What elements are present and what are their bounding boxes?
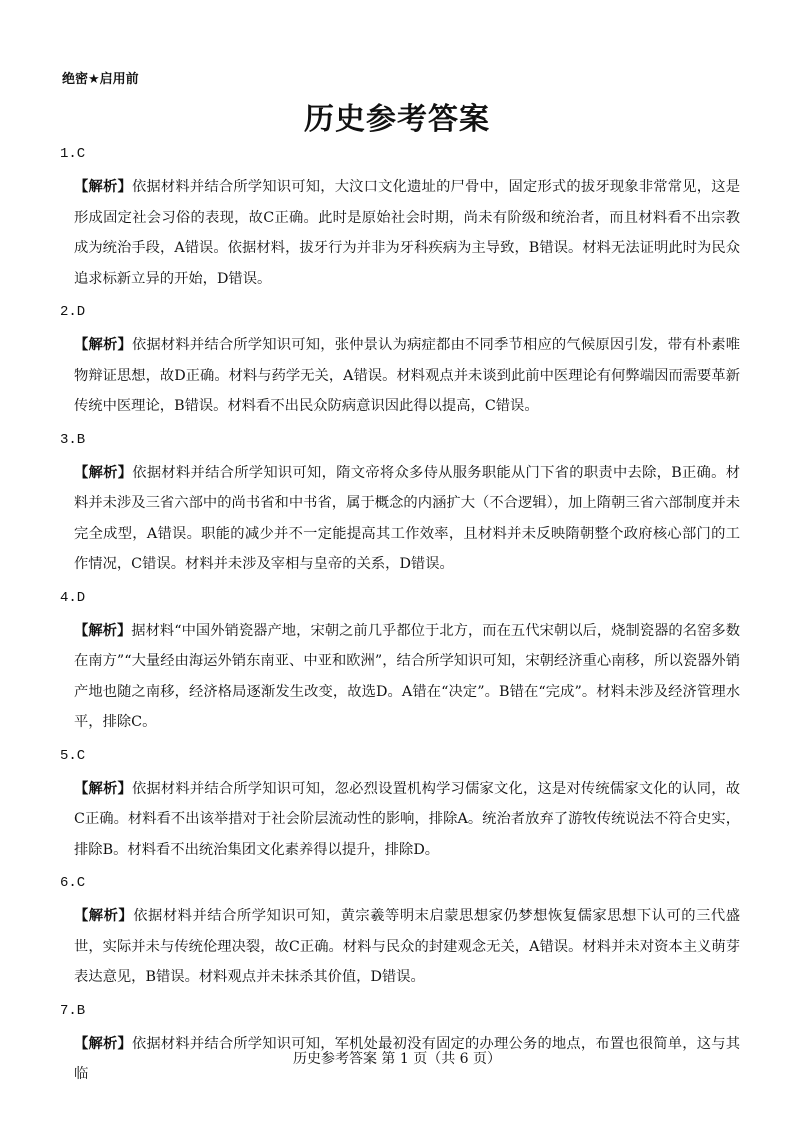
answer-item-7 [60,999,740,1090]
explanation-text: 依据材料并结合所学知识可知，大汶口文化遗址的尸骨中，固定形式的拔牙现象非常常见，这是形成固定社会习俗的表现，故C正确。此时是原始社会时期，尚未有阶级和统治者，而且材料看不出宗教成为统治手段，A错误。依据材料，拔牙行为并非为牙科疾病为主导致，B错误。材料无法证明此时为民众追求标新立异的开始，D错误。 [74,179,741,287]
question-number: 1.C [60,146,86,162]
answer-item-4 [60,586,740,738]
question-number: 5.C [60,747,86,764]
explanation [74,616,740,738]
question-number: 6.C [60,875,86,891]
explanation-text: 依据材料并结合所学知识可知，张仲景认为病症都由不同季节相应的气候原因引发，带有朴素唯物辩证思想，故D正确。材料与药学无关，A错误。材料观点并未谈到此前中医理论有何弊端因而需要革新传统中医理论，B错误。材料看不出民众防病意识因此得以提高，C错误。 [74,337,741,414]
explanation-text: 据材料“中国外销瓷器产地，宋朝之前几乎都位于北方，而在五代宋朝以后，烧制瓷器的名窑多数在南方”“大量经由海运外销东南亚、中亚和欧洲”，结合所学知识可知，宋朝经济重心南移，所以瓷器外销产地也随之南移，经济格局逐渐发生改变，故选D。A错在“决定”。B错在“完成”。材料未涉及经济管理水平，排除C。 [74,622,740,730]
explanation-tag: 【解析】 [74,622,132,639]
question-number: 4.D [60,589,86,606]
explanation-tag: 【解析】 [74,464,133,481]
explanation-tag: 【解析】 [74,780,132,797]
page-footer: 历史参考答案 第 1 页（共 6 页） [292,1051,502,1067]
explanation-text: 依据材料并结合所学知识可知，黄宗羲等明末启蒙思想家仍梦想恢复儒家思想下认可的三代盛世，实际并未与传统伦理决裂，故C正确。材料与民众的封建观念无关，A错误。材料并未对资本主义萌芽表达意见，B错误。材料观点并未抹杀其价值，D错误。 [74,908,740,985]
page-title: 历史参考答案 [304,102,490,137]
answer-item-2 [60,300,740,422]
answer-item-5 [60,744,740,866]
explanation [74,774,740,866]
explanation-text: 依据材料并结合所学知识可知，忽必烈设置机构学习儒家文化，这是对传统儒家文化的认同，故C正确。材料看不出该举措对于社会阶层流动性的影响，排除A。统治者放弃了游牧传统说法不符合史实，排除B。材料看不出统治集团文化素养得以提升，排除D。 [74,780,741,858]
confidential-label: 绝密★启用前 [62,72,139,87]
explanation-tag: 【解析】 [74,337,132,353]
explanation [74,458,740,580]
explanation [74,901,740,993]
answer-list [60,140,740,1096]
explanation-tag: 【解析】 [74,179,132,195]
explanation [74,330,740,422]
explanation-text: 依据材料并结合所学知识可知，军机处最初没有固定的办理公务的地点，布置也很简单，这与其临 [74,1035,741,1082]
explanation-text: 依据材料并结合所学知识可知，隋文帝将众多侍从服务职能从门下省的职责中去除，B正确。材料并未涉及三省六部中的尚书省和中书省，属于概念的内涵扩大（不合逻辑），加上隋朝三省六部制度并未完全成型，A错误。职能的减少并不一定能提高其工作效率，且材料并未反映隋朝整个政府核心部门的工作情况，C错误。材料并未涉及宰相与皇帝的关系，D错误。 [74,464,740,572]
question-number: 2.D [60,304,86,320]
explanation [74,172,740,294]
answer-item-6 [60,871,740,993]
explanation-tag: 【解析】 [74,908,134,924]
explanation-tag: 【解析】 [74,1035,132,1052]
question-number: 7.B [60,1002,86,1019]
answer-item-1 [60,142,740,294]
question-number: 3.B [60,431,86,448]
answer-item-3 [60,428,740,580]
